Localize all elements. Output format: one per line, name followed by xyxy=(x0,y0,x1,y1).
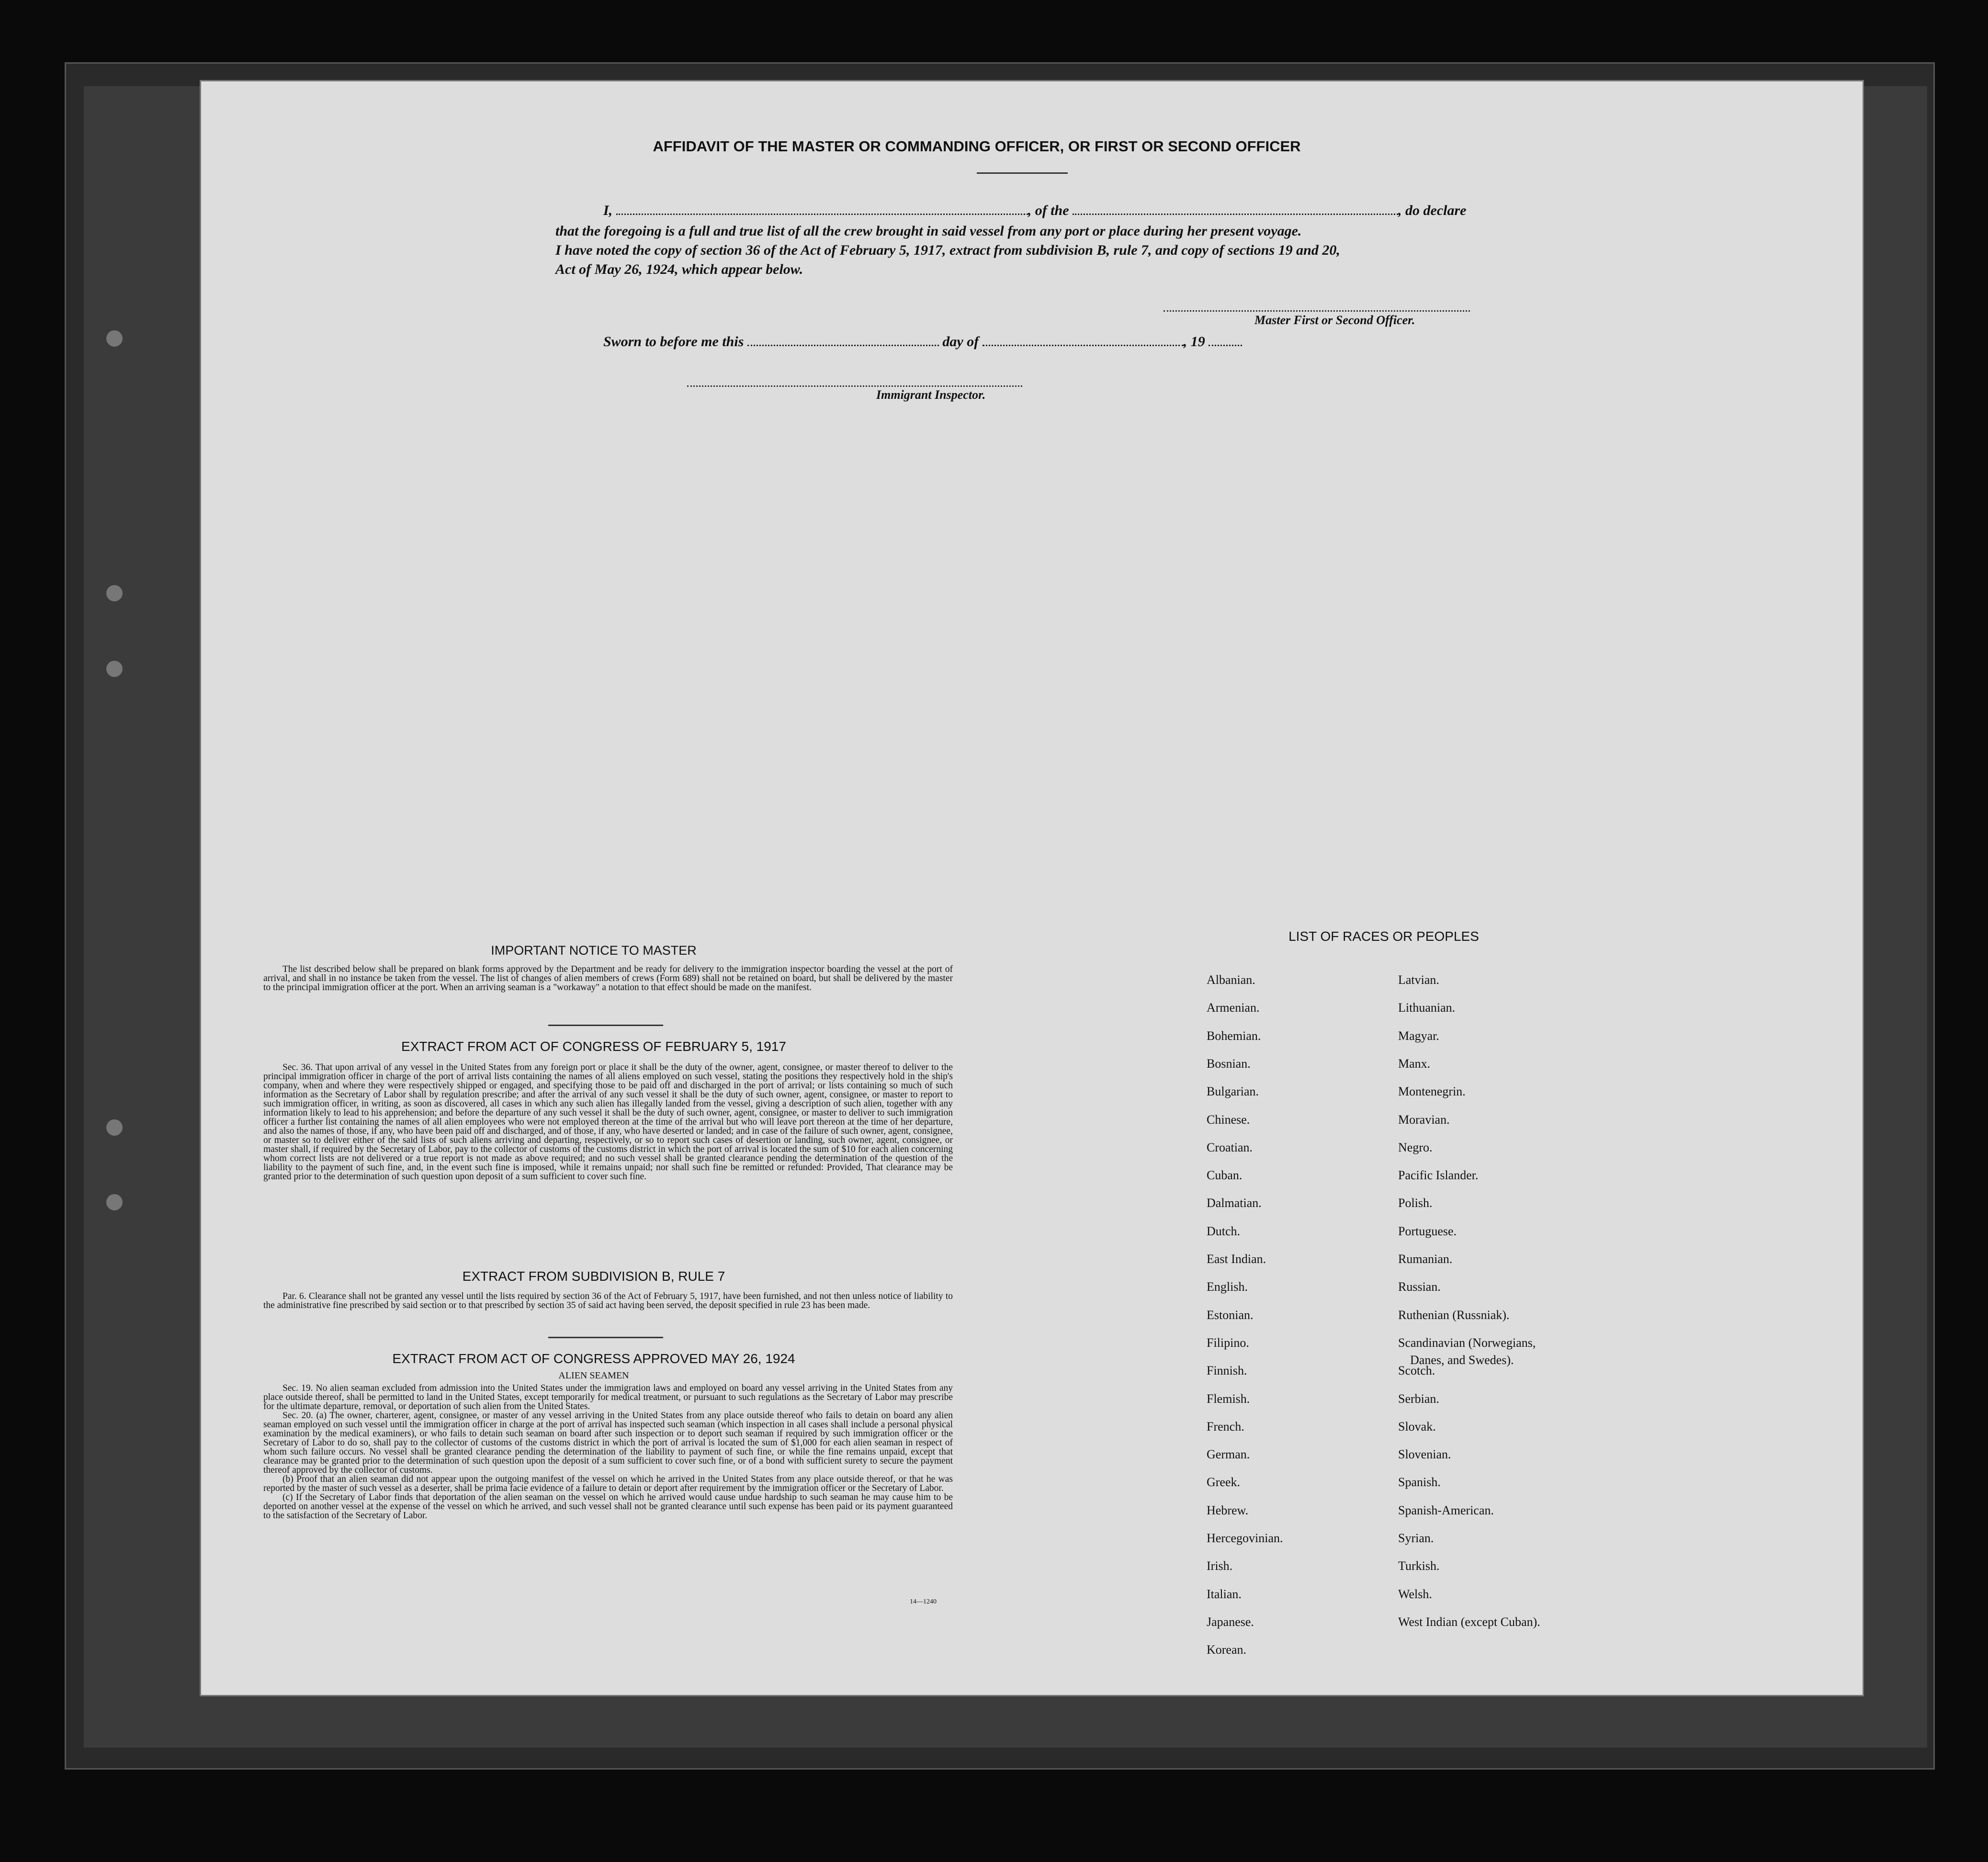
race-entry: Hebrew. xyxy=(1207,1503,1249,1517)
affidavit-line1 xyxy=(603,202,1466,219)
sworn-label: Sworn to before me this xyxy=(603,334,744,350)
race-entry: West Indian (except Cuban). xyxy=(1398,1614,1540,1629)
race-entry: Scotch. xyxy=(1398,1364,1435,1378)
year-label: , 19 xyxy=(1183,334,1205,350)
notice-paragraph: The list described below shall be prepared on blank forms approved by the Department and be ready for delivery to the immigration inspector boarding the vessel at the port of arrival, and shall in no instance be taken from the vessel. The list of changes of alien members of crews (Form 689) shall not be retained on board, but shall be delivered by the master to the principal immigration officer at the port. When an arriving seaman is a "workaway" a notation to that effect should be made on the manifest. xyxy=(263,964,953,993)
alien-seamen-subtitle: ALIEN SEAMEN xyxy=(558,1370,629,1381)
race-entry: Dalmatian. xyxy=(1207,1196,1262,1210)
race-entry: Dutch. xyxy=(1207,1224,1241,1238)
binder-hole xyxy=(106,1194,123,1210)
section-divider xyxy=(548,1337,663,1338)
race-entry: Slovenian. xyxy=(1398,1447,1451,1462)
master-signature-label: Master First or Second Officer. xyxy=(1254,313,1415,327)
sworn-line xyxy=(603,333,1242,350)
race-entry: Italian. xyxy=(1207,1587,1242,1601)
section-36-paragraph: Sec. 36. That upon arrival of any vessel in the United States from any foreign port or place it shall be the duty of the owner, agent, consignee, or master thereof to deliver to the principal immigration officer in charge of the port of arrival lists containing the names of all aliens employed on such vessel, stating the positions they respectively hold in the ship's company, when and where they were respectively shipped or engaged, and specifying those to be paid off and discharged in the port of arrival; or lists containing so much of such information as the Secretary of Labor shall by regulation prescribe; and after the arrival of any such vessel it shall be the duty of such owner, agent, consignee, or master to report to such immigration officer, in writing, as soon as discovered, all cases in which any such alien has illegally landed from the vessel, giving a description of such alien, together with any information likely to lead to his apprehension; and before the departure of any such vessel it shall be the duty of such owner, agent, consignee, or master to deliver to such immigration officer a further list containing the names of all alien employees who were not employed thereon at the time of the arrival but who will leave port thereon at the time of her departure, and also the names of those, if any, who have been paid off and discharged, and of those, if any, who have deserted or landed; and in case of the failure of such owner, agent, consignee, or master so to deliver either of the said lists of such aliens arriving and departing, respectively, or so to report such cases of desertion or landing, such owner, agent, consignee, or master shall, if required by the Secretary of Labor, pay to the collector of customs of the customs district in which the port of arrival is located the sum of $10 for each alien concerning whom correct lists are not delivered or a true report is not made as above required; and no such vessel shall be granted clearance pending the determination of the question of the liability to the payment of such fine, and, in the event such fine is imposed, while it remains unpaid; nor shall such fine be remitted or refunded: Provided, That clearance may be granted prior to the determination of such question upon deposit of a sum sufficient to cover such fine. xyxy=(263,1062,953,1182)
master-signature-line[interactable] xyxy=(1163,310,1470,312)
race-entry: Filipino. xyxy=(1207,1335,1249,1350)
affidavit-line4: Act of May 26, 1924, which appear below. xyxy=(555,261,803,277)
section-20c-paragraph: (c) If the Secretary of Labor finds that deportation of the alien seaman on the vessel on which he arrived would cause undue hardship to such seaman he may cause him to be deported on another vessel at the expense of the vessel on which he arrived, and such vessel shall not be granted clearance until such expense has been paid or its payment guaranteed to the satisfaction of the Secretary of Labor. xyxy=(263,1492,953,1521)
race-entry: Chinese. xyxy=(1207,1112,1250,1127)
inspector-signature-label: Immigrant Inspector. xyxy=(876,388,986,402)
race-entry: Estonian. xyxy=(1207,1308,1254,1322)
extract-1924-title: EXTRACT FROM ACT OF CONGRESS APPROVED MAY 26, 1924 xyxy=(392,1351,795,1366)
declarant-label: I, xyxy=(603,203,613,218)
race-entry: Manx. xyxy=(1398,1056,1431,1071)
vessel-label: , of the xyxy=(1028,203,1069,218)
race-entry: Bosnian. xyxy=(1207,1056,1251,1071)
declare-label: , do declare xyxy=(1398,203,1467,218)
race-entry: Flemish. xyxy=(1207,1391,1250,1406)
notice-title: IMPORTANT NOTICE TO MASTER xyxy=(491,943,697,958)
rule7-body xyxy=(263,1292,953,1310)
vessel-name-field[interactable] xyxy=(1073,202,1398,215)
race-entry: Danes, and Swedes). xyxy=(1410,1353,1514,1367)
notice-body xyxy=(263,965,953,992)
rule7-paragraph: Par. 6. Clearance shall not be granted any vessel until the lists required by section 36 of the Act of February 5, 1917, have been furnished, and not then unless notice of liability to the administrative fine prescribed by said section or to that prescribed by section 35 of said act having been served, the deposit specified in rule 23 has been made. xyxy=(263,1291,953,1310)
races-title: LIST OF RACES OR PEOPLES xyxy=(1288,929,1479,944)
section-divider xyxy=(548,1025,663,1026)
race-entry: Portuguese. xyxy=(1398,1224,1457,1238)
manifest-page xyxy=(201,81,1863,1695)
race-entry: Albanian. xyxy=(1207,973,1255,987)
race-entry: East Indian. xyxy=(1207,1252,1266,1266)
day-of-label: day of xyxy=(942,334,979,350)
race-entry: Bulgarian. xyxy=(1207,1084,1259,1099)
race-entry: Turkish. xyxy=(1398,1559,1440,1573)
race-entry: Slovak. xyxy=(1398,1419,1436,1433)
race-entry: Montenegrin. xyxy=(1398,1084,1466,1099)
race-entry: Korean. xyxy=(1207,1643,1247,1657)
sworn-year-field[interactable] xyxy=(1209,333,1242,346)
inspector-signature-line[interactable] xyxy=(687,385,1022,387)
extract-1917-title: EXTRACT FROM ACT OF CONGRESS OF FEBRUARY 5, 1917 xyxy=(401,1039,786,1054)
race-entry: Spanish. xyxy=(1398,1475,1441,1490)
race-entry: Armenian. xyxy=(1207,1001,1260,1015)
race-entry: Negro. xyxy=(1398,1140,1433,1154)
section-20b-paragraph: (b) Proof that an alien seaman did not appear upon the outgoing manifest of the vessel on which he arrived in the United States from any place outside thereof, or that he was reported by the master of such vessel as a deserter, shall be prima facie evidence of a failure to detain or deport after requirement by the immigration officer or the Secretary of Labor. xyxy=(263,1474,953,1493)
race-entry: Croatian. xyxy=(1207,1140,1253,1154)
race-entry: Japanese. xyxy=(1207,1614,1254,1629)
race-entry: Spanish-American. xyxy=(1398,1503,1494,1517)
race-entry: Polish. xyxy=(1398,1196,1433,1210)
affidavit-line3: I have noted the copy of section 36 of the Act of February 5, 1917, extract from subdivision B, rule 7, and copy of sections 19 and 20, xyxy=(555,242,1340,258)
race-entry: Latvian. xyxy=(1398,973,1439,987)
race-entry: Syrian. xyxy=(1398,1531,1434,1545)
rule7-title: EXTRACT FROM SUBDIVISION B, RULE 7 xyxy=(462,1269,725,1284)
sworn-month-field[interactable] xyxy=(983,333,1184,346)
race-entry: Scandinavian (Norwegians, xyxy=(1398,1335,1536,1350)
section-19-paragraph: Sec. 19. No alien seaman excluded from admission into the United States under the immigration laws and employed on board any vessel arriving in the United States from any place outside thereof, shall be permitted to land in the United States, except temporarily for medical treatment, or pursuant to such regulations as the Secretary of Labor may prescribe for the ultimate departure, removal, or deportation of such alien from the United States. xyxy=(263,1383,953,1411)
affidavit-title: AFFIDAVIT OF THE MASTER OR COMMANDING OFFICER, OR FIRST OR SECOND OFFICER xyxy=(653,138,1301,155)
race-entry: Russian. xyxy=(1398,1280,1441,1294)
binder-hole xyxy=(106,585,123,601)
race-entry: Pacific Islander. xyxy=(1398,1168,1479,1183)
race-entry: Lithuanian. xyxy=(1398,1001,1456,1015)
race-entry: Greek. xyxy=(1207,1475,1241,1490)
section-20a-paragraph: Sec. 20. (a) The owner, charterer, agent, consignee, or master of any vessel arriving in the United States from any place outside thereof who fails to detain on board any alien seaman employed on such vessel until the immigration officer in charge at the port of arrival has inspected such seaman (which inspection in all cases shall include a personal physical examination by the medical examiners), or who fails to detain such seaman on board after such inspection or to deport such seaman if required by such immigration officer or the Secretary of Labor to do so, shall pay to the collector of customs of the customs district in which the port of arrival is located the sum of $1,000 for each alien seaman in respect of whom such failure occurs. No vessel shall be granted clearance pending the determination of the liability to payment of such fine, or while the fine remains unpaid, except that clearance may be granted prior to the determination of such question upon the deposit of a sum sufficient to cover such fine, or of a bond with sufficient surety to secure the payment thereof approved by the collector of customs. xyxy=(263,1411,953,1475)
title-underline xyxy=(977,172,1068,174)
binder-hole xyxy=(106,330,123,347)
race-entry: Welsh. xyxy=(1398,1587,1432,1601)
race-entry: English. xyxy=(1207,1280,1248,1294)
race-entry: Bohemian. xyxy=(1207,1028,1261,1043)
extract-1917-body xyxy=(263,1063,953,1181)
race-entry: Magyar. xyxy=(1398,1028,1439,1043)
race-entry: Ruthenian (Russniak). xyxy=(1398,1308,1510,1322)
binder-hole xyxy=(106,661,123,677)
binder-hole xyxy=(106,1119,123,1136)
affidavit-line2: that the foregoing is a full and true list of all the crew brought in said vessel from any port or place during her present voyage. xyxy=(555,223,1302,239)
extract-1924-body xyxy=(263,1384,953,1520)
race-entry: German. xyxy=(1207,1447,1250,1462)
race-entry: Irish. xyxy=(1207,1559,1233,1573)
race-entry: Rumanian. xyxy=(1398,1252,1453,1266)
race-entry: Finnish. xyxy=(1207,1364,1247,1378)
race-entry: Moravian. xyxy=(1398,1112,1450,1127)
race-entry: Hercegovinian. xyxy=(1207,1531,1283,1545)
race-entry: French. xyxy=(1207,1419,1244,1433)
race-entry: Serbian. xyxy=(1398,1391,1439,1406)
declarant-name-field[interactable] xyxy=(616,202,1028,215)
form-number: 14—1240 xyxy=(910,1598,937,1605)
sworn-day-field[interactable] xyxy=(747,333,939,346)
race-entry: Cuban. xyxy=(1207,1168,1242,1183)
